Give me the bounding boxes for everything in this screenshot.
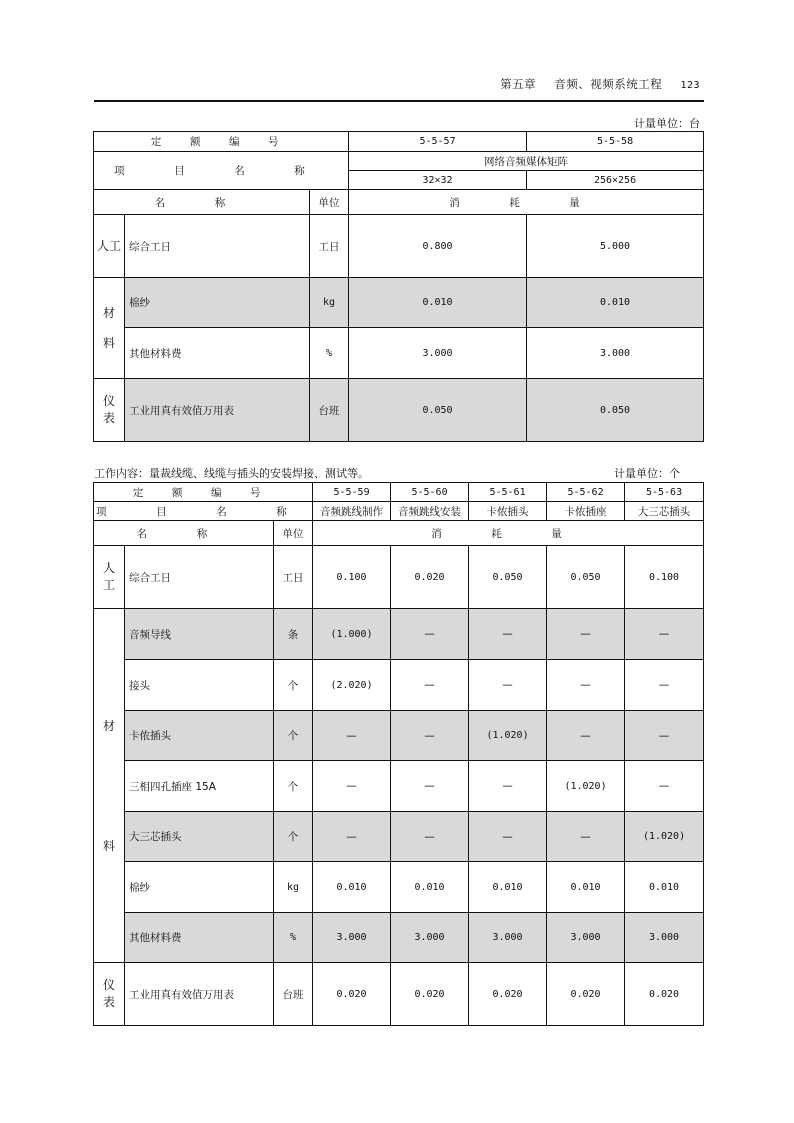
row-value: (1.020) [469, 711, 547, 761]
row-value: — [625, 761, 704, 812]
row-unit: % [310, 328, 349, 379]
table-row [94, 379, 704, 442]
row-name: 接头 [125, 660, 274, 711]
row-value: 0.100 [625, 546, 704, 609]
quota-code: 5-5-59 [313, 483, 391, 502]
row-value: — [391, 711, 469, 761]
running-header [486, 76, 700, 92]
table-row [94, 660, 704, 711]
row-value: 3.000 [313, 913, 391, 963]
row-value: — [313, 711, 391, 761]
unit-column-header: 单位 [310, 190, 349, 215]
quota-code: 5-5-62 [547, 483, 625, 502]
table-row [94, 546, 704, 609]
row-value: 0.010 [349, 278, 527, 328]
row-name: 大三芯插头 [125, 812, 274, 862]
row-unit: 工日 [310, 215, 349, 278]
row-value: 0.010 [469, 862, 547, 913]
header-rule [94, 100, 704, 102]
item-name: 音频跳线安装 [391, 502, 469, 521]
row-value: — [391, 761, 469, 812]
row-value: — [547, 609, 625, 660]
table-row [94, 711, 704, 761]
quota-code: 5-5-58 [527, 132, 704, 152]
quota-table-1 [93, 131, 704, 442]
row-unit: 个 [274, 812, 313, 862]
row-unit: kg [274, 862, 313, 913]
row-unit: 条 [274, 609, 313, 660]
table-row [94, 862, 704, 913]
table1-unit-note: 计量单位：台 [634, 117, 700, 130]
row-value: — [469, 660, 547, 711]
chapter-label: 第五章 [500, 77, 537, 91]
row-value: 0.050 [349, 379, 527, 442]
row-value: — [469, 761, 547, 812]
item-name: 大三芯插头 [625, 502, 704, 521]
item-group-title: 网络音频媒体矩阵 [349, 152, 704, 171]
table-row [94, 761, 704, 812]
row-name: 工业用真有效值万用表 [125, 379, 310, 442]
row-value: 3.000 [349, 328, 527, 379]
row-value: — [625, 711, 704, 761]
consumption-header: 消 耗 量 [313, 521, 704, 546]
row-value: 0.050 [527, 379, 704, 442]
row-name: 棉纱 [125, 278, 310, 328]
row-value: 0.020 [547, 963, 625, 1026]
row-unit: 个 [274, 711, 313, 761]
row-value: 0.020 [391, 546, 469, 609]
row-value: — [469, 812, 547, 862]
row-value: 0.100 [313, 546, 391, 609]
table2-unit-note: 计量单位：个 [614, 467, 680, 480]
row-value: 0.010 [527, 278, 704, 328]
table-row [94, 609, 704, 660]
name-column-header: 名 称 [94, 190, 310, 215]
work-content: 工作内容：量裁线缆、线缆与插头的安装焊接、测试等。 [94, 467, 369, 480]
table-row [94, 913, 704, 963]
row-name: 其他材料费 [125, 913, 274, 963]
row-value: — [313, 761, 391, 812]
row-unit: 台班 [310, 379, 349, 442]
table-row [94, 215, 704, 278]
row-name: 综合工日 [125, 546, 274, 609]
row-value: 0.010 [625, 862, 704, 913]
category-material: 材料 [94, 278, 125, 379]
row-value: — [547, 812, 625, 862]
quota-code: 5-5-60 [391, 483, 469, 502]
quota-code-label: 定 额 编 号 [94, 132, 349, 152]
table-row [94, 963, 704, 1026]
row-value: — [391, 660, 469, 711]
row-value: 3.000 [527, 328, 704, 379]
row-unit: kg [310, 278, 349, 328]
row-value: — [469, 609, 547, 660]
row-value: 0.050 [469, 546, 547, 609]
row-name: 工业用真有效值万用表 [125, 963, 274, 1026]
row-name: 棉纱 [125, 862, 274, 913]
row-name: 其他材料费 [125, 328, 310, 379]
row-value: — [547, 660, 625, 711]
row-value: 0.020 [625, 963, 704, 1026]
row-value: 0.010 [313, 862, 391, 913]
row-unit: 个 [274, 660, 313, 711]
quota-code-label: 定 额 编 号 [94, 483, 313, 502]
row-value: 0.020 [313, 963, 391, 1026]
consumption-header: 消 耗 量 [349, 190, 704, 215]
row-unit: 台班 [274, 963, 313, 1026]
page-number: 123 [680, 80, 700, 91]
row-name: 卡侬插头 [125, 711, 274, 761]
row-value: — [547, 711, 625, 761]
row-value: 0.010 [547, 862, 625, 913]
item-name: 音频跳线制作 [313, 502, 391, 521]
category-material: 材料 [94, 609, 125, 963]
item-name-label: 项 目 名 称 [94, 502, 313, 521]
quota-code: 5-5-57 [349, 132, 527, 152]
row-name: 三相四孔插座 15A [125, 761, 274, 812]
item-name: 卡侬插座 [547, 502, 625, 521]
row-value: (1.020) [625, 812, 704, 862]
quota-code: 5-5-61 [469, 483, 547, 502]
row-value: (1.000) [313, 609, 391, 660]
row-value: 3.000 [547, 913, 625, 963]
row-value: 3.000 [625, 913, 704, 963]
quota-code: 5-5-63 [625, 483, 704, 502]
unit-column-header: 单位 [274, 521, 313, 546]
category-meter: 仪表 [94, 963, 125, 1026]
row-name: 综合工日 [125, 215, 310, 278]
item-name-label: 项 目 名 称 [94, 152, 349, 190]
table-row [94, 328, 704, 379]
row-value: — [313, 812, 391, 862]
row-value: 3.000 [391, 913, 469, 963]
row-value: 0.020 [469, 963, 547, 1026]
row-value: — [625, 660, 704, 711]
item-spec: 256×256 [527, 171, 704, 190]
row-value: 0.800 [349, 215, 527, 278]
item-spec: 32×32 [349, 171, 527, 190]
row-unit: 个 [274, 761, 313, 812]
table-row [94, 812, 704, 862]
row-value: 3.000 [469, 913, 547, 963]
row-value: (1.020) [547, 761, 625, 812]
row-value: 0.010 [391, 862, 469, 913]
row-value: 5.000 [527, 215, 704, 278]
category-labor: 人工 [94, 546, 125, 609]
row-name: 音频导线 [125, 609, 274, 660]
row-value: (2.020) [313, 660, 391, 711]
quota-table-2 [93, 482, 704, 1026]
category-labor: 人工 [94, 215, 125, 278]
item-name: 卡侬插头 [469, 502, 547, 521]
chapter-title: 音频、视频系统工程 [554, 77, 663, 91]
row-value: — [391, 609, 469, 660]
row-value: 0.020 [391, 963, 469, 1026]
row-value: — [625, 609, 704, 660]
table-row [94, 278, 704, 328]
row-value: 0.050 [547, 546, 625, 609]
row-value: — [391, 812, 469, 862]
row-unit: 工日 [274, 546, 313, 609]
row-unit: % [274, 913, 313, 963]
name-column-header: 名 称 [94, 521, 274, 546]
category-meter: 仪表 [94, 379, 125, 442]
